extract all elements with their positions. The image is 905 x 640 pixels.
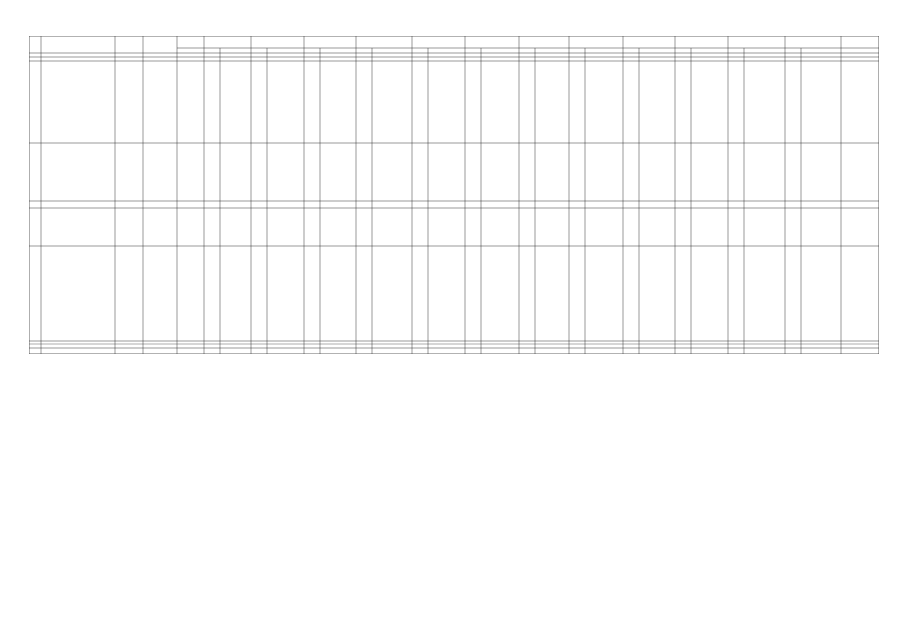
table-grid <box>29 36 879 354</box>
budget-table <box>29 36 879 354</box>
page-number <box>450 618 454 621</box>
